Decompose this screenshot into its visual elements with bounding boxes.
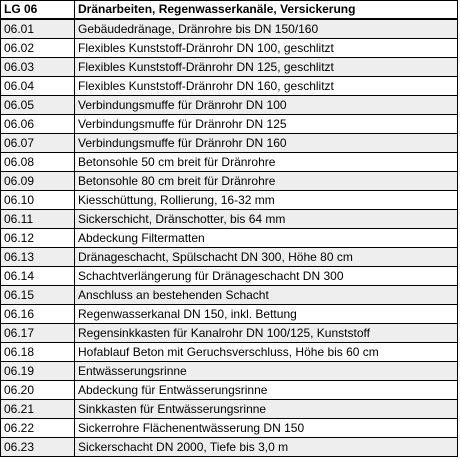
item-code: 06.17 xyxy=(1,323,75,342)
item-code: 06.07 xyxy=(1,133,75,152)
group-code: LG 06 xyxy=(1,1,75,19)
table-row xyxy=(1,266,458,285)
item-description: Kiesschüttung, Rollierung, 16-32 mm xyxy=(75,190,458,209)
item-description: Verbindungsmuffe für Dränrohr DN 100 xyxy=(75,95,458,114)
item-description: Flexibles Kunststoff-Dränrohr DN 125, geschlitzt xyxy=(75,57,458,76)
table-row xyxy=(1,95,458,114)
item-description: Dränageschacht, Spülschacht DN 300, Höhe 80 cm xyxy=(75,247,458,266)
item-description: Flexibles Kunststoff-Dränrohr DN 160, geschlitzt xyxy=(75,76,458,95)
table-row xyxy=(1,114,458,133)
table-row xyxy=(1,247,458,266)
item-code: 06.12 xyxy=(1,228,75,247)
item-description: Betonsohle 80 cm breit für Dränrohre xyxy=(75,171,458,190)
table-row xyxy=(1,228,458,247)
item-code: 06.03 xyxy=(1,57,75,76)
table-row xyxy=(1,57,458,76)
item-description: Entwässerungsrinne xyxy=(75,361,458,380)
item-description: Verbindungsmuffe für Dränrohr DN 160 xyxy=(75,133,458,152)
item-description: Betonsohle 50 cm breit für Dränrohre xyxy=(75,152,458,171)
table-row xyxy=(1,342,458,361)
item-code: 06.20 xyxy=(1,380,75,399)
item-description: Schachtverlängerung für Dränageschacht DN 300 xyxy=(75,266,458,285)
item-description: Sickerrohre Flächenentwässerung DN 150 xyxy=(75,418,458,437)
table-row xyxy=(1,76,458,95)
service-table-body xyxy=(1,1,458,457)
item-code: 06.09 xyxy=(1,171,75,190)
item-code: 06.02 xyxy=(1,38,75,57)
table-row xyxy=(1,304,458,323)
item-code: 06.14 xyxy=(1,266,75,285)
item-description: Hofablauf Beton mit Geruchsverschluss, Höhe bis 60 cm xyxy=(75,342,458,361)
item-code: 06.13 xyxy=(1,247,75,266)
item-code: 06.10 xyxy=(1,190,75,209)
item-code: 06.08 xyxy=(1,152,75,171)
item-code: 06.16 xyxy=(1,304,75,323)
item-description: Sickerschacht DN 2000, Tiefe bis 3,0 m xyxy=(75,437,458,456)
item-description: Sinkkasten für Entwässerungsrinne xyxy=(75,399,458,418)
item-code: 06.23 xyxy=(1,437,75,456)
table-row xyxy=(1,209,458,228)
table-row xyxy=(1,133,458,152)
item-code: 06.11 xyxy=(1,209,75,228)
item-description: Abdeckung für Entwässerungsrinne xyxy=(75,380,458,399)
item-description: Gebäudedränage, Dränrohre bis DN 150/160 xyxy=(75,19,458,39)
group-title: Dränarbeiten, Regenwasserkanäle, Versickerung xyxy=(75,1,458,19)
table-row xyxy=(1,171,458,190)
item-code: 06.22 xyxy=(1,418,75,437)
item-description: Abdeckung Filtermatten xyxy=(75,228,458,247)
item-code: 06.05 xyxy=(1,95,75,114)
table-row xyxy=(1,380,458,399)
table-row xyxy=(1,19,458,39)
item-code: 06.04 xyxy=(1,76,75,95)
table-row xyxy=(1,38,458,57)
table-row xyxy=(1,323,458,342)
table-row xyxy=(1,418,458,437)
item-code: 06.19 xyxy=(1,361,75,380)
table-row xyxy=(1,437,458,456)
table-row xyxy=(1,285,458,304)
item-code: 06.06 xyxy=(1,114,75,133)
table-row xyxy=(1,361,458,380)
item-code: 06.01 xyxy=(1,19,75,39)
table-row xyxy=(1,399,458,418)
table-row xyxy=(1,152,458,171)
item-description: Verbindungsmuffe für Dränrohr DN 125 xyxy=(75,114,458,133)
item-code: 06.21 xyxy=(1,399,75,418)
item-description: Flexibles Kunststoff-Dränrohr DN 100, geschlitzt xyxy=(75,38,458,57)
item-code: 06.15 xyxy=(1,285,75,304)
item-description: Regensinkkasten für Kanalrohr DN 100/125, Kunststoff xyxy=(75,323,458,342)
item-code: 06.18 xyxy=(1,342,75,361)
item-description: Sickerschicht, Dränschotter, bis 64 mm xyxy=(75,209,458,228)
item-description: Anschluss an bestehenden Schacht xyxy=(75,285,458,304)
table-header-row xyxy=(1,1,458,19)
table-row xyxy=(1,190,458,209)
item-description: Regenwasserkanal DN 150, inkl. Bettung xyxy=(75,304,458,323)
